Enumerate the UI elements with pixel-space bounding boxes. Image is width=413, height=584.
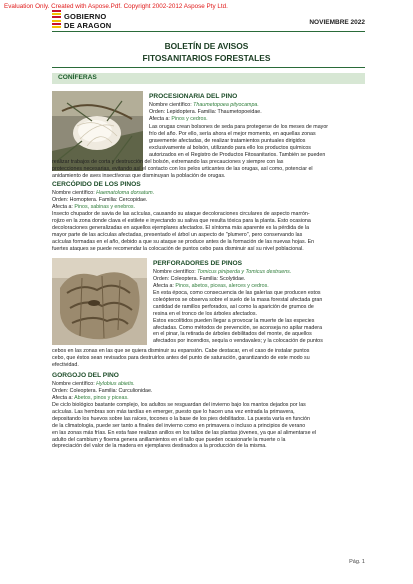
sci-label: Nombre científico: [52,190,97,196]
text-line: En esta época, como consecuencia de las galerías que producen estos [153,290,321,296]
text-line: depreciación del valor de la madera en ejemplares destinados a la producción de la misma. [52,443,267,450]
sci-label: Nombre científico: [153,269,198,275]
meta-cercopido [52,190,365,211]
affects-label: Afecta a: [52,394,75,401]
text-line: acículas formadas en el año, debido a que su ataque se produce antes de la formación de las nuevas hojas. En [52,238,315,245]
body-side-procesionaria [149,124,365,159]
text-line: frío del año. Por ello, sería ahora el mejor momento, en aquellas zonas [149,130,316,137]
affects-value: Pinos, sabinas y enebros. [74,203,136,210]
heading-perforadores: PERFORADORES DE PINOS [153,260,243,267]
body-gorgojo [52,402,365,450]
evaluation-watermark: Evaluation Only. Created with Aspose.Pdf. Copyright 2002-2012 Aspose Pty Ltd. [4,3,228,10]
heading-procesionaria: PROCESIONARIA DEL PINO [149,93,238,100]
text-line: adulto del cambium y floema genera anillamientos en el tallo que pueden ocasionarle la muerte o la [52,436,286,443]
meta-procesionaria [149,102,365,123]
text-line: resina en el tronco de los árboles afectados. [153,310,257,317]
affects-line [52,204,365,211]
text-line: cebo, que éstos sean revisados para destruirlos antes del punto de saturación, garantizando de este modo su [52,354,310,361]
section-title: CONÍFERAS [58,74,97,81]
sci-name-line [149,102,365,109]
text-line: autorizados en el Registro de Productos Fitosanitarios. También se pueden [149,151,326,158]
sci-name-line [52,190,365,197]
text-line: De ciclo biológico bastante complejo, los adultos se resguardan del invierno bajo los mantos dejados por las [52,402,306,408]
affects-label: Afecta a: [153,282,176,289]
text-line: en las zonas más frías. En esta fase realizan anillos en los tallos de las plantas jóvenes, ya que al alimentarse el [52,429,317,436]
affects-line [153,283,365,290]
order-line: Orden: Coleoptera. Familia: Curculionidae. [52,387,153,394]
page-number: Pág. 1 [349,559,365,565]
text-line: en el pinar, la retirada de árboles debilitados del monte, de aquellos [153,331,312,338]
sci-label: Nombre científico: [149,102,194,108]
sci-name: Thaumetopoea pityocampa. [193,102,259,108]
affects-value: Abetos, pinos y piceas. [74,394,129,401]
text-line: afectados por incendios, sequía o vendavales; y la colocación de puntos [153,338,323,345]
aragon-flag-icon [52,10,61,32]
text-line: efectividad. [52,361,79,368]
body-side-perforadores [153,290,365,345]
order-line: Orden: Lepidoptera. Familia: Thaumetopoeidae. [149,108,262,115]
order-line: Orden: Homoptera. Familia: Cercopidae. [52,196,148,203]
body-full-procesionaria [52,159,365,180]
sci-name: Hylobius abietis. [96,381,135,387]
affects-line [149,116,365,123]
text-line: realizar trabajos de corta y destrucción del bolsón, extremando las precauciones y siempre con las [52,159,284,165]
affects-value: Pinos y cedros. [171,115,208,122]
text-line: Estos escolítidos pueden llegar a provocar la muerte de las especies [153,317,315,324]
text-line: rojizo en la zona donde clava el estilete e inyectando su saliva que resulta tóxica para la planta. Esto ocasiona [52,217,311,224]
meta-gorgojo [52,381,365,402]
affects-line [52,395,365,402]
perforadores-photo [52,258,147,345]
sci-label: Nombre científico: [52,381,97,387]
page-title-line-1: BOLETÍN DE AVISOS [164,41,249,51]
logo-line-2: DE ARAGON [64,21,112,30]
body-cercopido [52,211,365,252]
affects-label: Afecta a: [149,115,172,122]
text-line: de la climatología, puede ser tanto a finales del invierno como en primavera o incluso a principios de verano [52,422,306,429]
bulletin-date: NOVIEMBRE 2022 [309,19,365,26]
text-line: gravemente afectadas, de realizar tratamientos puntuales dirigidos [149,137,306,144]
text-line: cantidad de ramillos perforados, así como la aparición de grumos de [153,303,314,310]
text-line: mayor parte de las acículas afectadas, presentado el árbol un aspecto de "plumero", pero conservando las [52,231,303,238]
gobierno-aragon-logo [52,10,122,32]
text-line: exclusivamente al bolsón, utilizando para ello los productos químicos [149,144,311,151]
sci-name: Haematoloma dorsatum. [96,190,155,196]
text-line: afectadas. Como métodos de prevención, se aconseja no apilar madera [153,324,323,331]
heading-gorgojo: GORGOJO DEL PINO [52,372,119,379]
affects-value: Pinos, abetos, piceas, alerces y cedros. [175,282,269,289]
sci-name-line [52,381,365,388]
text-line: Las orugas crean bolsones de seda para protegerse de los meses de mayor [149,124,329,130]
text-line: fuertes ataques se puede recomendar la colocación de puntos cebo para disminuir así su nivel poblacional. [52,245,304,252]
sci-name: Tomicus piniperda y Tomicus destruens. [197,269,292,275]
text-line: depositando los huevos sobre las raíces, tocones o la base de los pies debilitados. La puesta varía en función [52,415,310,422]
affects-label: Afecta a: [52,203,75,210]
text-line: acículas. Las hembras son más tardías en emerger, puesto que lo hacen una vez entrada la primavera, [52,408,295,415]
title-divider [52,67,365,68]
header-divider [52,31,365,32]
text-line: cebos en las zonas en las que se quiera disminuir su expansión. Cabe destacar, en el caso de instalar puntos [52,348,310,354]
text-line: protecciones necesarias, evitando así el contacto con los pelos urticantes de las orugas, así como, potenciar el [52,165,313,172]
section-header-coniferas [52,73,365,84]
text-line: anidamiento de aves insectívoras que disminuyan la población de orugas. [52,172,226,179]
meta-perforadores [153,269,365,290]
text-line: decoloraciones generalizadas en aquellos ejemplares afectados. El síntoma más aparente es la pérdida de la [52,224,310,231]
text-line: coleópteros se observa sobre el suelo de la masa forestal afectada gran [153,296,323,303]
body-full-perforadores [52,348,365,369]
heading-cercopido: CERCÓPIDO DE LOS PINOS [52,181,141,188]
page-title-line-2: FITOSANITARIOS FORESTALES [142,53,271,63]
text-line: Insecto chupador de savia de las acículas, causando su ataque decoloraciones circulares de aspecto marrón- [52,211,310,217]
order-line: Orden: Coleoptera. Familia: Scolytidae. [153,275,246,282]
sci-name-line [153,269,365,276]
logo-line-1: GOBIERNO [64,12,107,21]
